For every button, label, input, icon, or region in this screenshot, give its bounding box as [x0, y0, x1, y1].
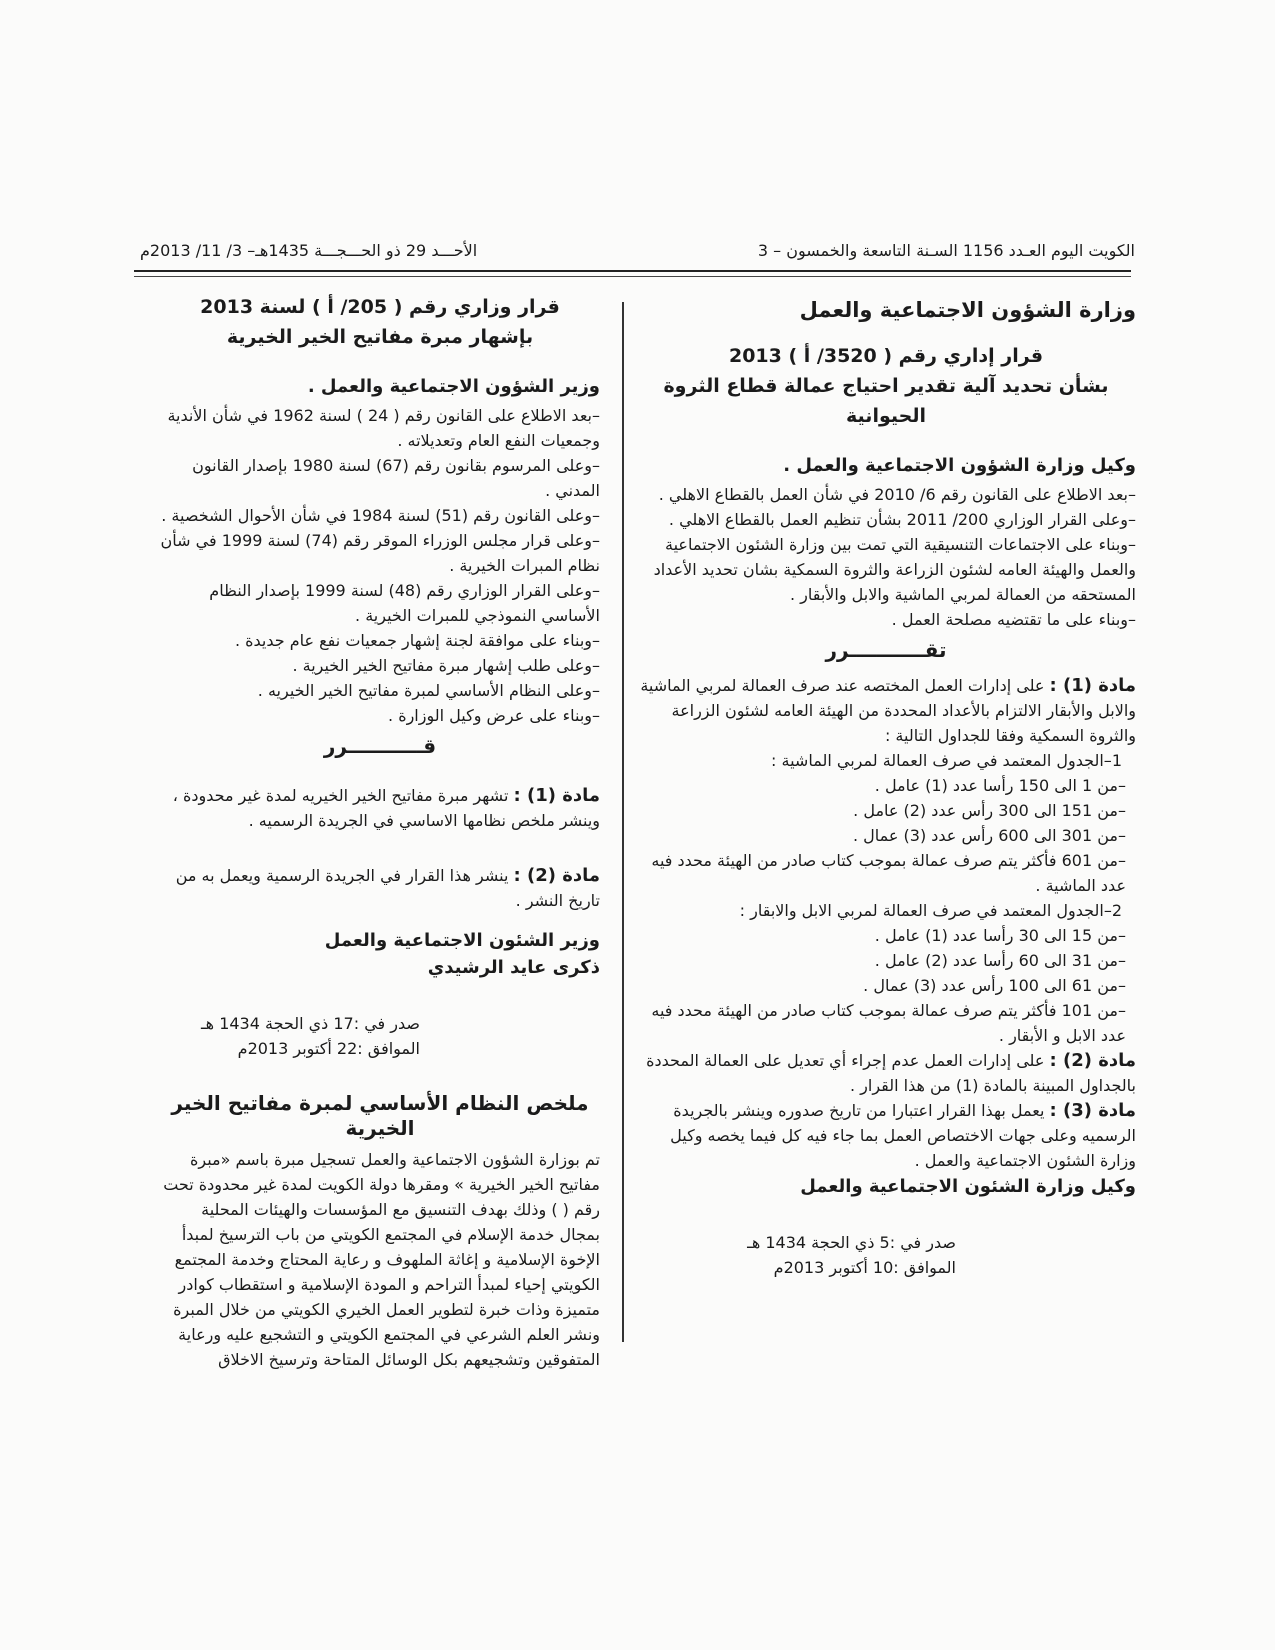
authority-line: وزير الشؤون الاجتماعية والعمل .: [307, 376, 600, 397]
recital-item: –وبناء على موافقة لجنة إشهار جمعيات نفع عام جديدة .: [234, 631, 600, 650]
decision-number: قرار وزاري رقم ( 205/ أ ) لسنة 2013: [200, 296, 560, 318]
recital-item: –وعلى النظام الأساسي لمبرة مفاتيح الخير الخيريه .: [257, 681, 600, 700]
verdict-heading: قـــــــــــرر: [323, 734, 437, 758]
recital-item: –وعلى القرار الوزاري 200/ 2011 بشأن تنظيم العمل بالقطاع الاهلي .: [668, 510, 1136, 529]
issue-date-hijri: صدر في :17 ذي الحجة 1434 هـ: [200, 1014, 420, 1033]
article-2: [636, 1048, 1136, 1098]
right-column: [636, 292, 1136, 1280]
decision-subject: بإشهار مبرة مفاتيح الخير الخيرية: [226, 326, 534, 348]
recital-item: –وعلى القانون رقم (51) لسنة 1984 في شأن الأحوال الشخصية .: [161, 506, 600, 525]
header-date: الأحـــد 29 ذو الحـــجـــة 1435هـ– 3/ 11/ 2013م: [140, 240, 478, 260]
article-label: مادة (2) :: [1049, 1050, 1136, 1071]
table-row: –من 151 الى 300 رأس عدد (2) عامل .: [853, 801, 1126, 820]
table-title: 2–الجدول المعتمد في صرف العمالة لمربي الابل والابقار :: [739, 901, 1122, 920]
article-label: مادة (3) :: [1049, 1100, 1136, 1121]
recital-item: –وعلى قرار مجلس الوزراء الموقر رقم (74) لسنة 1999 في شأن نظام المبرات الخيرية .: [160, 531, 600, 575]
article-text: ينشر هذا القرار في الجريدة الرسمية ويعمل به من تاريخ النشر .: [175, 866, 600, 910]
table-row: –من 101 فأكثر يتم صرف عمالة بموجب كتاب صادر من الهيئة محدد فيه عدد الابل و الأبقار .: [651, 1001, 1126, 1045]
recital-item: –وعلى المرسوم بقانون رقم (67) لسنة 1980 بإصدار القانون المدني .: [192, 456, 600, 500]
recital-item: –وبناء على عرض وكيل الوزارة .: [388, 706, 600, 725]
article-1: [160, 783, 600, 833]
recital-item: –وعلى طلب إشهار مبرة مفاتيح الخير الخيرية .: [292, 656, 600, 675]
article-text: يعمل بهذا القرار اعتبارا من تاريخ صدوره وينشر بالجريدة الرسميه وعلى جهات الاختصاص العمل بما جاء فيه كل فيما يخصه وكيل وزارة الشئون الاجتماعية والعمل .: [670, 1101, 1136, 1170]
authority-line: وكيل وزارة الشؤون الاجتماعية والعمل .: [783, 455, 1136, 476]
recital-item: –وبناء على الاجتماعات التنسيقية التي تمت بين وزارة الشئون الاجتماعية والعمل والهيئة العامه لشئون الزراعة والثروة السمكية بشان تحديد الأعداد المستحقه من العمالة لمربي الماشية والابل والأبقار .: [653, 535, 1136, 604]
issue-date-gregorian: الموافق :10 أكتوبر 2013م: [773, 1258, 956, 1277]
table-row: –من 15 الى 30 رأسا عدد (1) عامل .: [874, 926, 1126, 945]
decision-subject: بشأن تحديد آلية تقدير احتياج عمالة قطاع الثروة الحيوانية: [663, 375, 1109, 427]
signatory-title: وكيل وزارة الشئون الاجتماعية والعمل: [800, 1176, 1136, 1197]
header-issue-info: الكويت اليوم العـدد 1156 السـنة التاسعة والخمسون – 3: [757, 240, 1135, 260]
article-text: على إدارات العمل عدم إجراء أي تعديل على العمالة المحددة بالجداول المبينة بالمادة (1) من هذا القرار .: [646, 1051, 1136, 1095]
recital-item: –وبناء على ما تقتضيه مصلحة العمل .: [891, 610, 1136, 629]
issue-date-hijri: صدر في :5 ذي الحجة 1434 هـ: [747, 1233, 956, 1252]
table-row: –من 1 الى 150 رأسا عدد (1) عامل .: [874, 776, 1126, 795]
recital-item: –بعد الاطلاع على القانون رقم 6/ 2010 في شأن العمل بالقطاع الاهلي .: [658, 485, 1136, 504]
article-text: تشهر مبرة مفاتيح الخير الخيريه لمدة غير محدودة ، وينشر ملخص نظامها الاساسي في الجريدة الرسميه .: [172, 786, 600, 830]
article-label: مادة (1) :: [1049, 675, 1136, 696]
recital-item: –وعلى القرار الوزاري رقم (48) لسنة 1999 بإصدار النظام الأساسي النموذجي للمبرات الخيرية .: [209, 581, 600, 625]
article-label: مادة (2) :: [513, 865, 600, 886]
article-2: [160, 863, 600, 913]
page-header: [140, 236, 1135, 264]
header-rule-thin: [134, 276, 1131, 277]
column-divider: [622, 302, 624, 1342]
article-1: [636, 673, 1136, 748]
article-text: على إدارات العمل المختصه عند صرف العمالة لمربي الماشية والابل والأبقار الالتزام بالأعداد المحددة من الهيئة العامه لشئون الزراعة والثروة السمكية وفقا للجداول التالية :: [640, 676, 1136, 745]
table-row: –من 601 فأكثر يتم صرف عمالة بموجب كتاب صادر من الهيئة محدد فيه عدد الماشية .: [651, 851, 1126, 895]
signatory-name: ذكرى عايد الرشيدي: [427, 957, 600, 978]
table-title: 1–الجدول المعتمد في صرف العمالة لمربي الماشية :: [771, 751, 1122, 770]
summary-body: تم بوزارة الشؤون الاجتماعية والعمل تسجيل مبرة باسم «مبرة مفاتيح الخير الخيرية » ومقرها دولة الكويت لمدة غير محدودة تحت رقم ( ) وذلك بهدف التنسيق مع المؤسسات والهيئات المحلية بمجال خدمة الإسلام في المجتمع الكويتي من باب الترسيخ لمبدأ الإخوة الإسلامية و إغاثة الملهوف و رعاية المحتاج وخدمة المجتمع الكويتي إحياء لمبدأ التراحم و المودة الإسلامية و استقطاب كوادر متميزة وذات خبرة لتطوير العمل الخيري الكويتي من خلال المبرة ونشر العلم الشرعي في المجتمع الكويتي و التشجيع عليه ورعاية المتفوقين وتشجيعهم بكل الوسائل المتاحة وترسيخ الاخلاق: [163, 1150, 600, 1369]
table-row: –من 61 الى 100 رأس عدد (3) عمال .: [863, 976, 1126, 995]
recital-item: –بعد الاطلاع على القانون رقم ( 24 ) لسنة 1962 في شأن الأندية وجمعيات النفع العام وتعديلاته .: [167, 406, 600, 450]
article-label: مادة (1) :: [513, 785, 600, 806]
header-rule-thick: [134, 270, 1131, 272]
summary-heading: ملخص النظام الأساسي لمبرة مفاتيح الخير الخيرية: [171, 1091, 589, 1140]
decision-number: قرار إداري رقم ( 3520/ أ ) 2013: [728, 345, 1044, 367]
signatory-title: وزير الشئون الاجتماعية والعمل: [324, 930, 600, 951]
table-row: –من 301 الى 600 رأس عدد (3) عمال .: [852, 826, 1126, 845]
left-column: [160, 292, 600, 1372]
table-row: –من 31 الى 60 رأسا عدد (2) عامل .: [874, 951, 1126, 970]
article-3: [636, 1098, 1136, 1173]
verdict-heading: تقـــــــــــرر: [825, 638, 947, 662]
ministry-heading: وزارة الشؤون الاجتماعية والعمل: [799, 298, 1136, 322]
issue-date-gregorian: الموافق :22 أكتوبر 2013م: [237, 1039, 420, 1058]
